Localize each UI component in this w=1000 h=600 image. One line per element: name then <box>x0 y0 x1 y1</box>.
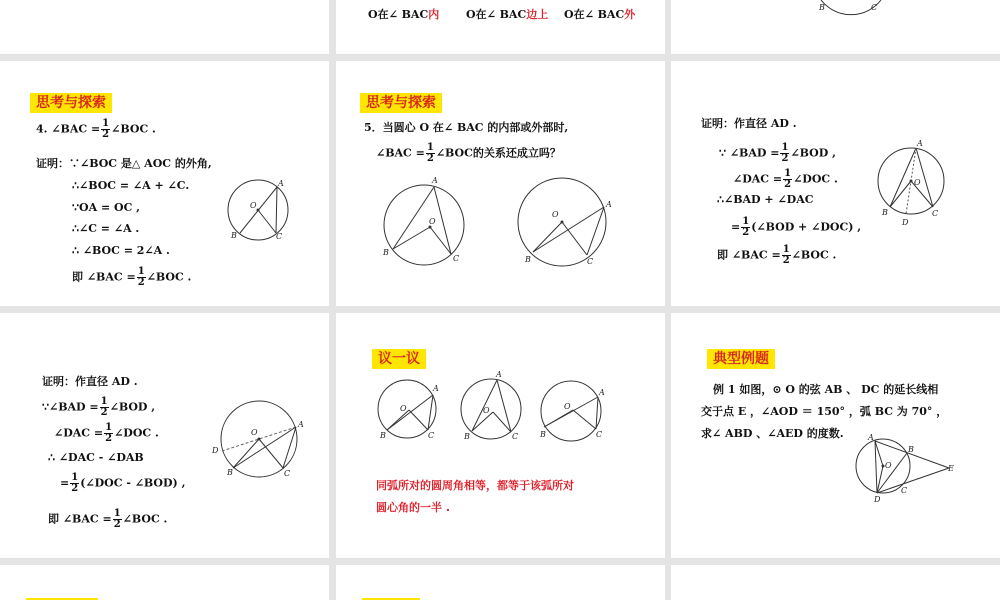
example-line-3: 求∠ ABD 、∠AED 的度数. <box>701 427 844 440</box>
proof-line-5: = $\frac{1}{2}$ (∠BOD + ∠DOC) , <box>731 216 862 238</box>
proof-conclusion: 即 ∠BAC = $\frac{1}{2}$ ∠BOC . <box>717 244 837 266</box>
circle-1 <box>378 380 439 440</box>
svg-text:C: C <box>596 430 603 439</box>
svg-text:C: C <box>453 254 460 263</box>
slide-top-right[interactable] <box>671 0 1000 54</box>
proof-line-3: ∠DAC = $\frac{1}{2}$ ∠DOC . <box>733 168 838 190</box>
svg-text:O: O <box>483 406 490 415</box>
case-inside: O在∠ BAC内 <box>368 8 440 21</box>
proof-line-1: 证明：作直径 AD . <box>42 375 138 388</box>
proof-conclusion: 即 ∠BAC = $\frac{1}{2}$ ∠BOC . <box>72 266 192 288</box>
slide-4[interactable] <box>0 61 329 306</box>
svg-text:B: B <box>525 255 531 264</box>
slide-6[interactable] <box>671 61 1000 306</box>
proof-line-2: ∵∠BAD = $\frac{1}{2}$ ∠BOD , <box>42 396 156 418</box>
example-line-2: 交于点 E ，∠AOD ＝ 150° ，弧 BC 为 70° ， <box>701 405 948 418</box>
svg-text:B: B <box>819 3 825 12</box>
svg-text:O: O <box>885 461 892 470</box>
circle-2 <box>461 370 521 441</box>
circle-figure <box>671 0 1000 54</box>
proof-line-5: = $\frac{1}{2}$ (∠DOC - ∠BOD) , <box>60 472 186 494</box>
slide-top-mid[interactable] <box>336 0 665 54</box>
svg-text:C: C <box>871 3 878 12</box>
proof-line-3: ∵OA = OC , <box>72 201 140 214</box>
circle-figure-outside <box>336 61 665 306</box>
circle-figure <box>0 313 329 558</box>
svg-text:A: A <box>606 200 612 209</box>
statement-4: 4. ∠BAC = $\frac{1}{2}$ ∠BOC . <box>36 118 156 140</box>
svg-text:C: C <box>276 232 283 241</box>
svg-text:C: C <box>512 432 519 441</box>
proof-line-3: ∠DAC = $\frac{1}{2}$ ∠DOC . <box>54 422 159 444</box>
proof-line-4: ∴∠BAD + ∠DAC <box>717 193 814 206</box>
svg-text:A: A <box>599 388 605 397</box>
proof-line-4: ∴∠C = ∠A . <box>72 222 140 235</box>
svg-text:B: B <box>908 445 914 454</box>
svg-text:A: A <box>278 179 284 188</box>
svg-text:B: B <box>383 248 389 257</box>
think-explore-badge: 思考与探索 <box>360 93 442 113</box>
proof-line-1: 证明：∵∠BOC 是△ AOC 的外角, <box>36 157 212 170</box>
slide-9[interactable] <box>671 313 1000 558</box>
proof-line-5: ∴ ∠BOC = 2∠A . <box>72 244 170 257</box>
three-circles-figure <box>336 313 665 558</box>
svg-text:O: O <box>564 402 571 411</box>
proof-conclusion: 即 ∠BAC = $\frac{1}{2}$ ∠BOC . <box>48 508 168 530</box>
svg-text:A: A <box>917 139 923 148</box>
svg-text:C: C <box>932 209 939 218</box>
svg-text:A: A <box>298 420 304 429</box>
discuss-badge: 议一议 <box>372 349 426 369</box>
svg-text:O: O <box>250 201 257 210</box>
slide-7[interactable] <box>0 313 329 558</box>
example-figure <box>671 313 1000 558</box>
svg-text:B: B <box>464 432 470 441</box>
circle-figure <box>671 61 1000 306</box>
svg-text:O: O <box>914 178 921 187</box>
svg-text:B: B <box>227 468 233 477</box>
svg-text:E: E <box>948 464 954 473</box>
svg-text:C: C <box>428 431 435 440</box>
svg-text:O: O <box>400 404 407 413</box>
svg-text:D: D <box>212 446 219 455</box>
svg-text:O: O <box>251 428 258 437</box>
conclusion-line-2: 圆心角的一半 . <box>376 501 451 514</box>
proof-line-2: ∵ ∠BAD = $\frac{1}{2}$ ∠BOD , <box>719 142 836 164</box>
svg-text:O: O <box>552 210 559 219</box>
svg-text:C: C <box>901 486 908 495</box>
circle-3 <box>539 381 605 441</box>
circle-figure <box>0 61 329 306</box>
example-line-1: 例 1 如图，⊙ O 的弦 AB 、 DC 的延长线相 <box>713 383 939 396</box>
svg-text:C: C <box>284 469 291 478</box>
proof-line-4: ∴ ∠DAC - ∠DAB <box>48 451 144 464</box>
question-5: 5．当圆心 O 在∠ BAC 的内部或外部时, <box>364 121 569 134</box>
question-5-formula: ∠BAC = $\frac{1}{2}$ ∠BOC的关系还成立吗？ <box>376 142 561 164</box>
svg-text:B: B <box>380 431 386 440</box>
slide-8[interactable] <box>336 313 665 558</box>
proof-line-1: 证明：作直径 AD . <box>701 117 797 130</box>
svg-text:B: B <box>540 430 546 439</box>
svg-text:O: O <box>429 217 436 226</box>
slide-bottom-right[interactable] <box>671 565 1000 600</box>
svg-text:B: B <box>231 231 237 240</box>
case-on-edge: O在∠ BAC边上 <box>466 8 549 21</box>
svg-text:A: A <box>496 370 502 379</box>
svg-text:D: D <box>902 218 909 227</box>
case-outside: O在∠ BAC外 <box>564 8 636 21</box>
svg-text:A: A <box>432 176 438 185</box>
slide-5[interactable] <box>336 61 665 306</box>
slide-bottom-mid[interactable] <box>336 565 665 600</box>
think-explore-badge: 思考与探索 <box>30 93 112 113</box>
svg-text:A: A <box>433 384 439 393</box>
slide-bottom-left[interactable] <box>0 565 329 600</box>
svg-text:C: C <box>587 257 594 266</box>
example-badge: 典型例题 <box>707 349 775 369</box>
proof-line-2: ∴∠BOC = ∠A + ∠C. <box>72 179 190 192</box>
svg-text:D: D <box>874 495 881 504</box>
svg-text:A: A <box>868 433 874 442</box>
conclusion-line-1: 同弧所对的圆周角相等，都等于该弧所对 <box>376 479 574 492</box>
slide-top-left[interactable] <box>0 0 329 54</box>
svg-text:B: B <box>882 208 888 217</box>
